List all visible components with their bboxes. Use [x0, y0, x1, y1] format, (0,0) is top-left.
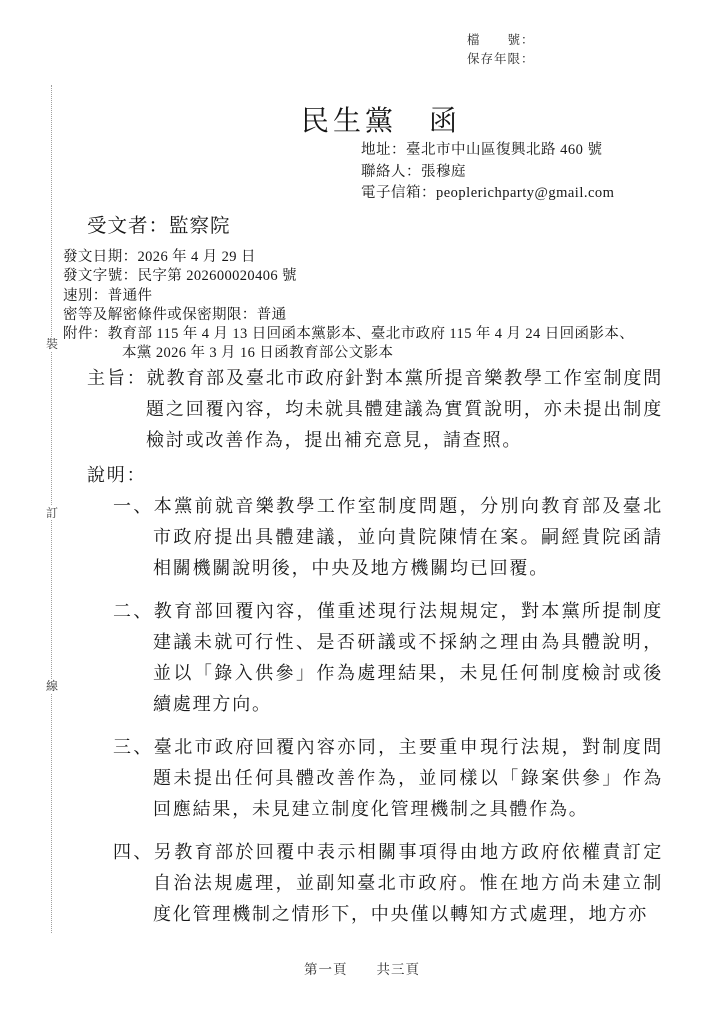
document-body [87, 363, 663, 930]
meta-attachment-line1: 附件：教育部 115 年 4 月 13 日回函本黨影本、臺北市政府 115 年 4 月 24 日回函影本、 [63, 326, 635, 343]
page-number-footer: 第一頁 共三頁 [304, 962, 420, 977]
item-3-text: 臺北市政府回覆內容亦同，主要重申現行法規，對制度問題未提出任何具體改善作為，並同樣以「錄案供參」作為回應結果，未見建立制度化管理機制之具體作為。 [153, 737, 664, 819]
meta-attachment-line2: 本黨 2026 年 3 月 16 日函教育部公文影本 [122, 345, 394, 362]
explanation-label: 說明： [87, 465, 147, 485]
binding-mark-ding: 訂 [45, 506, 58, 520]
meta-speed-class: 速別：普通件 [63, 287, 153, 304]
sender-email: 電子信箱：peoplerichparty@gmail.com [361, 185, 615, 201]
item-3-number: 三、 [113, 737, 154, 757]
explanation-item-4 [113, 837, 663, 930]
explanation-item-3 [113, 732, 663, 825]
meta-doc-number: 發文字號：民字第 202600020406 號 [63, 268, 297, 285]
subject-label: 主旨： [87, 368, 147, 388]
meta-issue-date: 發文日期：2026 年 4 月 29 日 [63, 249, 256, 265]
item-2-text: 教育部回覆內容，僅重述現行法規規定，對本黨所提制度建議未就可行性、是否研議或不採納之理由為具體說明，並以「錄入供參」作為處理結果，未見任何制度檢討或後續處理方向。 [153, 601, 664, 714]
binding-mark-zhuang: 裝 [45, 337, 58, 351]
explanation-items [87, 491, 663, 930]
item-1-text: 本黨前就音樂教學工作室制度問題，分別向教育部及臺北市政府提出具體建議，並向貴院陳情在案。嗣經貴院函請相關機關說明後，中央及地方機關均已回覆。 [153, 496, 664, 578]
item-2-number: 二、 [113, 601, 154, 621]
file-number-label: 檔 號： [467, 33, 535, 47]
item-4-text: 另教育部於回覆中表示相關事項得由地方政府依權責訂定自治法規處理，並副知臺北市政府。惟在地方尚未建立制度化管理機制之情形下，中央僅以轉知方式處理，地方亦 [153, 842, 664, 924]
explanation-item-2 [113, 596, 663, 720]
sender-address: 地址：臺北市中山區復興北路 460 號 [361, 142, 603, 158]
binding-mark-xian: 線 [45, 679, 58, 693]
retention-period-label: 保存年限： [467, 52, 535, 66]
file-number-block [467, 31, 535, 69]
document-title: 民生黨 函 [301, 106, 462, 137]
explanation-item-1 [113, 491, 663, 584]
subject-paragraph [87, 363, 663, 456]
sender-contact-person: 聯絡人：張穆庭 [361, 163, 466, 180]
subject-text: 就教育部及臺北市政府針對本黨所提音樂教學工作室制度問題之回覆內容，均未就具體建議為實質說明，亦未提出制度檢討或改善作為，提出補充意見，請查照。 [146, 368, 663, 450]
recipient-line: 受文者：監察院 [87, 216, 231, 237]
sender-info-block [361, 140, 614, 205]
meta-block [63, 248, 688, 364]
item-1-number: 一、 [113, 496, 154, 516]
item-4-number: 四、 [113, 842, 154, 862]
meta-security-class: 密等及解密條件或保密期限：普通 [63, 306, 287, 323]
